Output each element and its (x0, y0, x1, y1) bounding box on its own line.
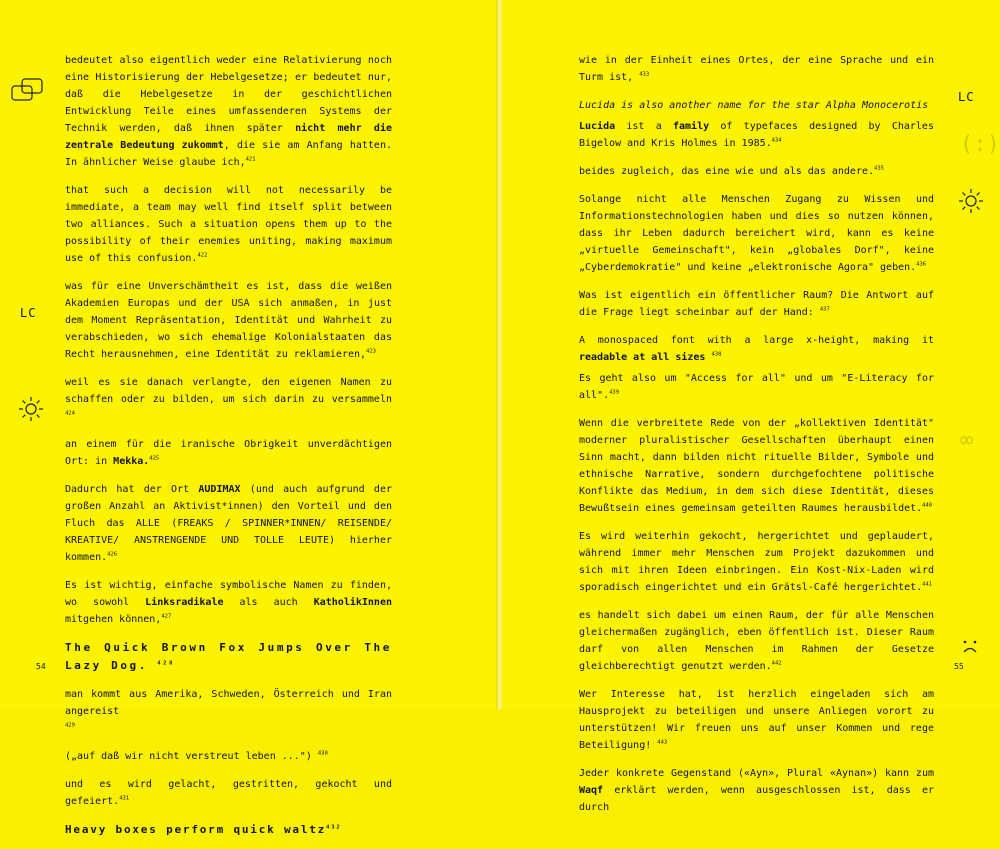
left-page (0, 0, 498, 836)
paragraph: that such a decision will not necessarily be immediate, a team may well find itself split between two alliances. Such a situation opens them up to the possibility of their enemies uniting, making maximum use of this confusion.$^{422}$ (65, 185, 392, 264)
paragraph: Solange nicht alle Menschen Zugang zu Wissen und Informationstechnologien haben und dies so nutzen können, dass ihr Leben dadurch bereichert wird, kann es keine „virtuelle Gemeinschaft", kein „globales Dorf", keine „Cyberdemokratie" und keine „elektronische Agora" geben.$^{436}$ (579, 194, 934, 273)
side-label: LC (958, 90, 975, 104)
sun-icon (958, 188, 984, 214)
paragraph: Dadurch hat der Ort AUDIMAX (und auch aufgrund der großen Anzahl an Aktivist*innen) den Vorteil und den Fluch das ALLE (FREAKS / SPINNER*INNEN/ REISENDE/ KREATIVE/ ANSTRENGENDE UND TOLLE LEUTE) hierher kommen.$^{426}$ (65, 484, 392, 563)
infinity-icon: ∞ (960, 428, 974, 453)
paragraph: an einem für die iranische Obrigkeit unverdächtigen Ort: in Mekka.$^{425}$ (65, 439, 392, 467)
paragraph: Wer Interesse hat, ist herzlich eingeladen sich am Hausprojekt zu beteiligen und unsere Anliegen vorort zu unterstützen! Wir freuen uns auf unser Kommen und rege Beteiligung! $^{443}$ (579, 689, 934, 751)
paragraph: Es wird weiterhin gekocht, hergerichtet und geplaudert, während immer mehr Menschen zum Projekt dazukommen und sich mit ihren Ideen einbringen. Ein Kost-Nix-Laden wird sporadisch eingerichtet und ein Grätsl-Café hergerichtet.$^{441}$ (579, 531, 934, 593)
paragraph: Wenn die verbreitete Rede von der „kollektiven Identität" moderner pluralistischer Gesellschaften überhaupt einen Sinn macht, dann bilden nicht rituelle Bilder, Symbole und ethnische Narrative, sondern durchgefochtene politische Konflikte das Medium, in dem sich diese Identität, dieses Bewußtsein eines gemeinsam geteilten Raumes herausbildet.$^{440}$ (579, 418, 934, 514)
paragraph: Es geht also um "Access for all" und um "E-Literacy for all".$^{439}$ (579, 373, 934, 401)
paragraph: man kommt aus Amerika, Schweden, Österreich und Iran angereist $^{429}$ (65, 689, 392, 729)
left-text-column (65, 52, 392, 849)
overlapping-squares-icon (10, 78, 44, 102)
sad-face-icon (960, 636, 980, 656)
paragraph: weil es sie danach verlangte, den eigenen Namen zu schaffen oder zu bilden, um sich darin zu versammeln $^{424}$ (65, 377, 392, 417)
paragraph: was für eine Unverschämtheit es ist, dass die weißen Akademien Europas und der USA sich anmaßen, in just dem Moment Repräsentation, Identität und Wahrheit zu verabschieden, wo sich ehemalige Kolonialstaaten das Recht herausnehmen, eine Identität zu reklamieren,$^{423}$ (65, 281, 392, 360)
paragraph: („auf daß wir nicht verstreut leben ...") $^{430}$ (65, 750, 328, 762)
sun-icon (18, 396, 44, 422)
pangram-line: The Quick Brown Fox Jumps Over The Lazy Dog. $^{428}$ (65, 641, 392, 672)
paragraph: Lucida is also another name for the star Alpha Monocerotis (579, 100, 929, 111)
paragraph: Lucida ist a family of typefaces designed by Charles Bigelow and Kris Holmes in 1985.$^{434}$ (579, 121, 934, 149)
page-number: 55 (954, 662, 964, 671)
page-number: 54 (36, 662, 46, 671)
pangram-line: Heavy boxes perform quick waltz$^{432}$ (65, 823, 342, 836)
side-label: LC (20, 306, 37, 320)
paragraph: bedeutet also eigentlich weder eine Relativierung noch eine Historisierung der Hebelgesetze; er bedeutet nur, daß die Hebelgesetze in der geschichtlichen Entwicklung Teile eines umfassenderen Systems der Technik werden, daß ihnen später nicht mehr die zentrale Bedeutung zukommt, die sie am Anfang hatten. In ähnlicher Weise glaube ich,$^{421}$ (65, 55, 392, 168)
right-page (502, 0, 1000, 813)
paragraph: A monospaced font with a large x-height, making it readable at all sizes $^{438}$ (579, 335, 934, 363)
paragraph: Jeder konkrete Gegenstand («Ayn», Plural «Aynan») kann zum Waqf erklärt werden, wenn ausgeschlossen ist, dass er durch (579, 768, 934, 813)
paragraph: und es wird gelacht, gestritten, gekocht und gefeiert.$^{431}$ (65, 779, 392, 807)
paragraph: beides zugleich, das eine wie und als das andere.$^{435}$ (579, 165, 884, 177)
paragraph: wie in der Einheit eines Ortes, der eine Sprache und ein Turm ist, $^{433}$ (579, 55, 934, 83)
right-text-column (579, 52, 934, 827)
parenthesis-icon: (:) (960, 132, 1000, 157)
paragraph: Was ist eigentlich ein öffentlicher Raum? Die Antwort auf die Frage liegt scheinbar auf der Hand: $^{437}$ (579, 290, 934, 318)
paragraph: es handelt sich dabei um einen Raum, der für alle Menschen gleichermaßen zugänglich, eben öffentlich ist. Dieser Raum darf von allen Menschen im Rahmen der Gesetze gleichberechtigt genutzt werden.$^{442}$ (579, 610, 934, 672)
paragraph: Es ist wichtig, einfache symbolische Namen zu finden, wo sowohl Linksradikale als auch KatholikInnen mitgehen können,$^{427}$ (65, 580, 392, 625)
